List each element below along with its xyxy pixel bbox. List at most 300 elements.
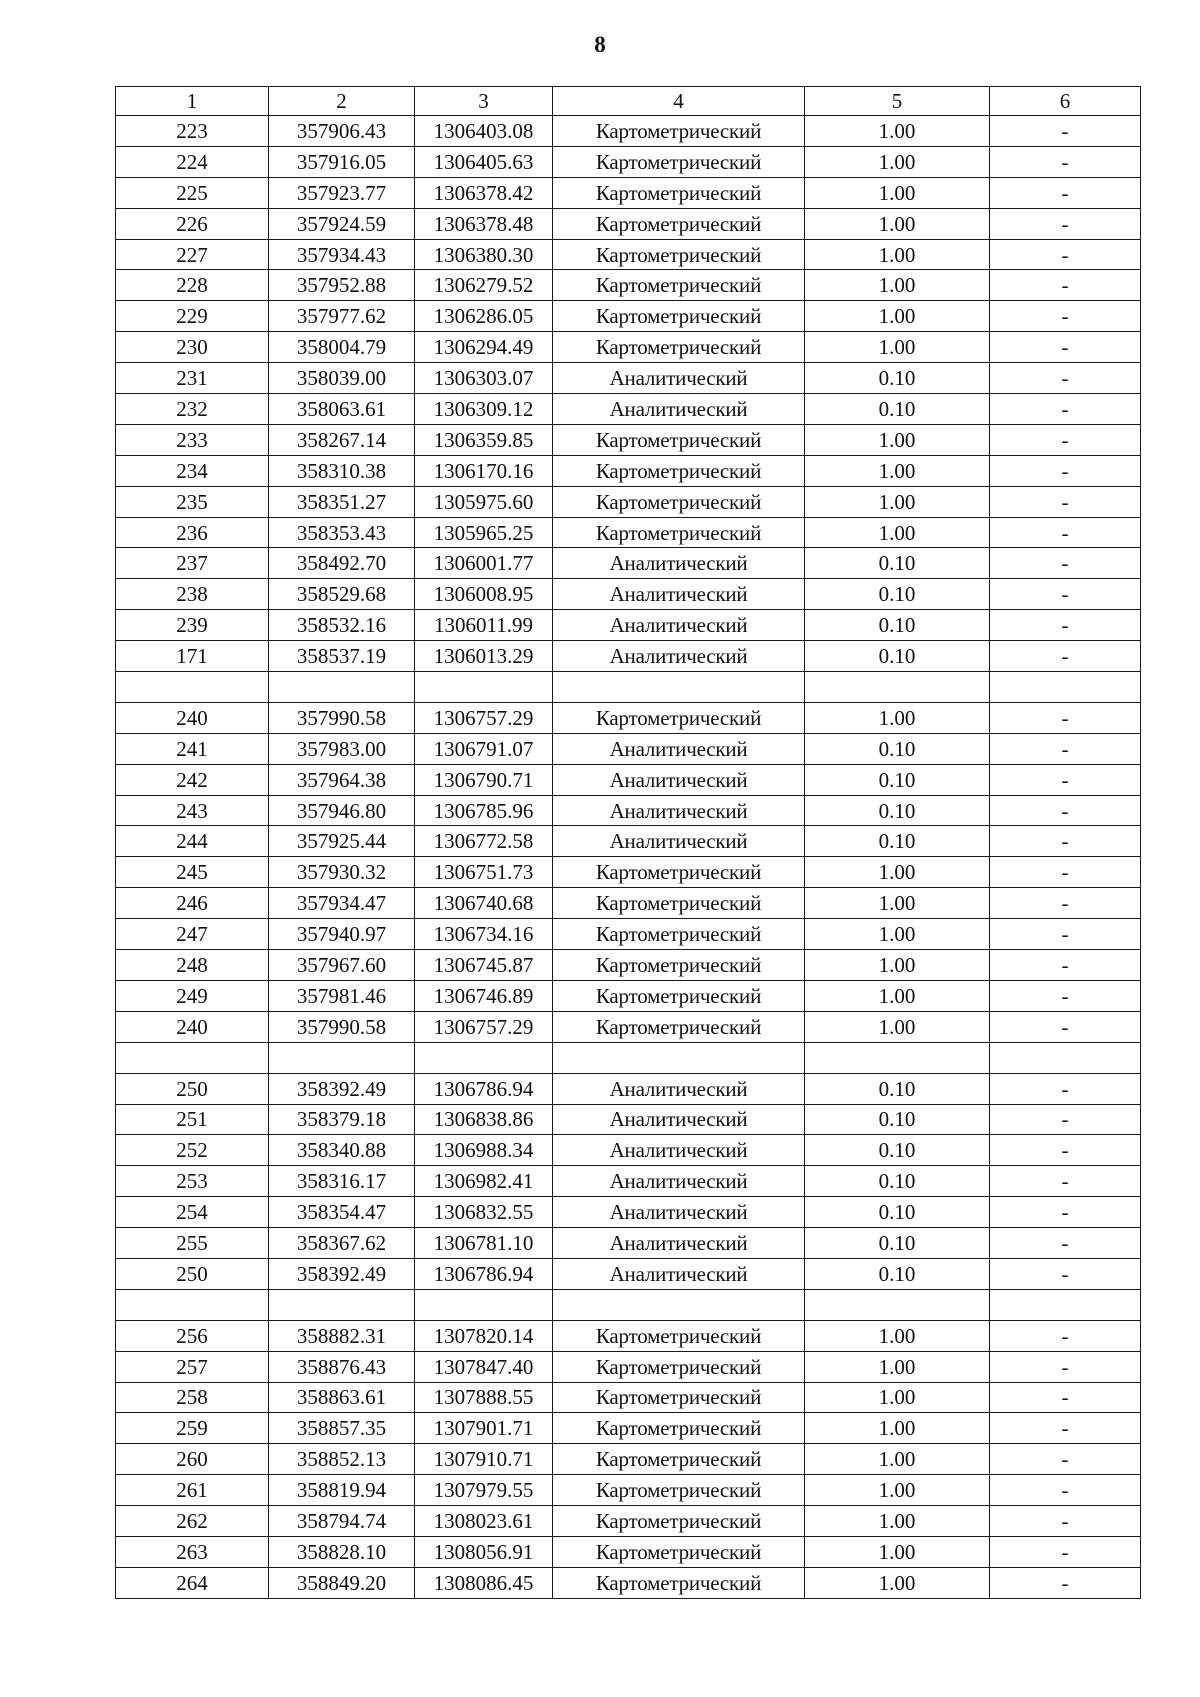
accuracy-cell: 0.10 (805, 1258, 990, 1289)
point-number-cell: 237 (116, 548, 269, 579)
method-cell: Картометрический (553, 888, 805, 919)
table-row (116, 177, 1141, 208)
method-cell: Картометрический (553, 116, 805, 147)
note-cell: - (990, 208, 1141, 239)
point-number-cell: 249 (116, 980, 269, 1011)
method-cell: Аналитический (553, 579, 805, 610)
y-coordinate-cell: 1306745.87 (415, 950, 553, 981)
note-cell: - (990, 1073, 1141, 1104)
table-row (116, 1197, 1141, 1228)
y-coordinate-cell: 1306772.58 (415, 826, 553, 857)
table-row (116, 1228, 1141, 1259)
y-coordinate-cell (415, 672, 553, 703)
table-row (116, 146, 1141, 177)
y-coordinate-cell: 1306378.48 (415, 208, 553, 239)
note-cell: - (990, 177, 1141, 208)
accuracy-cell: 1.00 (805, 857, 990, 888)
method-cell: Аналитический (553, 1073, 805, 1104)
note-cell: - (990, 1475, 1141, 1506)
table-row (116, 548, 1141, 579)
table-row (116, 208, 1141, 239)
note-cell: - (990, 1135, 1141, 1166)
table-row (116, 116, 1141, 147)
accuracy-cell: 1.00 (805, 919, 990, 950)
x-coordinate-cell: 358537.19 (269, 641, 415, 672)
note-cell: - (990, 1166, 1141, 1197)
note-cell: - (990, 301, 1141, 332)
table-row (116, 1011, 1141, 1042)
point-number-cell: 264 (116, 1567, 269, 1598)
point-number-cell: 234 (116, 455, 269, 486)
point-number-cell: 225 (116, 177, 269, 208)
x-coordinate-cell: 357930.32 (269, 857, 415, 888)
note-cell: - (990, 579, 1141, 610)
point-number-cell (116, 672, 269, 703)
y-coordinate-cell: 1306786.94 (415, 1258, 553, 1289)
method-cell: Картометрический (553, 1413, 805, 1444)
point-number-cell: 263 (116, 1536, 269, 1567)
y-coordinate-cell: 1305975.60 (415, 486, 553, 517)
method-cell (553, 1042, 805, 1073)
point-number-cell: 243 (116, 795, 269, 826)
y-coordinate-cell: 1305965.25 (415, 517, 553, 548)
table-row (116, 332, 1141, 363)
accuracy-cell: 1.00 (805, 424, 990, 455)
note-cell: - (990, 146, 1141, 177)
note-cell: - (990, 857, 1141, 888)
y-coordinate-cell: 1306011.99 (415, 610, 553, 641)
x-coordinate-cell: 358379.18 (269, 1104, 415, 1135)
point-number-cell: 171 (116, 641, 269, 672)
y-coordinate-cell: 1307820.14 (415, 1320, 553, 1351)
table-row (116, 857, 1141, 888)
point-number-cell: 240 (116, 702, 269, 733)
y-coordinate-cell: 1306378.42 (415, 177, 553, 208)
point-number-cell: 241 (116, 733, 269, 764)
y-coordinate-cell: 1308023.61 (415, 1506, 553, 1537)
x-coordinate-cell: 358863.61 (269, 1382, 415, 1413)
note-cell: - (990, 1228, 1141, 1259)
x-coordinate-cell: 358794.74 (269, 1506, 415, 1537)
note-cell: - (990, 733, 1141, 764)
table-row (116, 1320, 1141, 1351)
accuracy-cell: 1.00 (805, 1536, 990, 1567)
x-coordinate-cell: 357906.43 (269, 116, 415, 147)
point-number-cell: 223 (116, 116, 269, 147)
y-coordinate-cell: 1308056.91 (415, 1536, 553, 1567)
x-coordinate-cell: 357923.77 (269, 177, 415, 208)
accuracy-cell: 1.00 (805, 888, 990, 919)
note-cell: - (990, 332, 1141, 363)
point-number-cell: 236 (116, 517, 269, 548)
y-coordinate-cell: 1306746.89 (415, 980, 553, 1011)
table-row (116, 641, 1141, 672)
x-coordinate-cell: 357946.80 (269, 795, 415, 826)
note-cell (990, 1289, 1141, 1320)
y-coordinate-cell: 1306303.07 (415, 363, 553, 394)
note-cell: - (990, 1506, 1141, 1537)
point-number-cell: 228 (116, 270, 269, 301)
point-number-cell: 250 (116, 1258, 269, 1289)
table-row (116, 1135, 1141, 1166)
table-row (116, 1567, 1141, 1598)
note-cell: - (990, 950, 1141, 981)
table-row (116, 394, 1141, 425)
x-coordinate-cell (269, 672, 415, 703)
y-coordinate-cell: 1306982.41 (415, 1166, 553, 1197)
point-number-cell: 230 (116, 332, 269, 363)
point-number-cell: 250 (116, 1073, 269, 1104)
accuracy-cell: 1.00 (805, 1413, 990, 1444)
accuracy-cell: 0.10 (805, 610, 990, 641)
note-cell: - (990, 702, 1141, 733)
method-cell: Картометрический (553, 1567, 805, 1598)
y-coordinate-cell: 1306286.05 (415, 301, 553, 332)
x-coordinate-cell: 358849.20 (269, 1567, 415, 1598)
x-coordinate-cell: 358367.62 (269, 1228, 415, 1259)
table-row (116, 239, 1141, 270)
method-cell (553, 1289, 805, 1320)
y-coordinate-cell: 1306740.68 (415, 888, 553, 919)
y-coordinate-cell: 1306786.94 (415, 1073, 553, 1104)
x-coordinate-cell: 358353.43 (269, 517, 415, 548)
y-coordinate-cell (415, 1289, 553, 1320)
point-number-cell: 256 (116, 1320, 269, 1351)
method-cell: Картометрический (553, 270, 805, 301)
method-cell: Картометрический (553, 424, 805, 455)
method-cell (553, 672, 805, 703)
method-cell: Картометрический (553, 177, 805, 208)
note-cell: - (990, 1320, 1141, 1351)
accuracy-cell: 1.00 (805, 1444, 990, 1475)
note-cell: - (990, 1382, 1141, 1413)
header-cell: 3 (415, 87, 553, 116)
note-cell: - (990, 826, 1141, 857)
table-row (116, 1475, 1141, 1506)
point-number-cell: 252 (116, 1135, 269, 1166)
table-row (116, 1289, 1141, 1320)
accuracy-cell (805, 1289, 990, 1320)
y-coordinate-cell: 1306380.30 (415, 239, 553, 270)
table-row (116, 672, 1141, 703)
point-number-cell: 227 (116, 239, 269, 270)
note-cell: - (990, 239, 1141, 270)
table-row (116, 826, 1141, 857)
point-number-cell: 261 (116, 1475, 269, 1506)
y-coordinate-cell: 1307979.55 (415, 1475, 553, 1506)
x-coordinate-cell: 358004.79 (269, 332, 415, 363)
point-number-cell: 255 (116, 1228, 269, 1259)
accuracy-cell: 1.00 (805, 1011, 990, 1042)
accuracy-cell: 1.00 (805, 455, 990, 486)
y-coordinate-cell: 1306757.29 (415, 702, 553, 733)
point-number-cell: 254 (116, 1197, 269, 1228)
method-cell: Аналитический (553, 764, 805, 795)
point-number-cell: 244 (116, 826, 269, 857)
x-coordinate-cell: 358857.35 (269, 1413, 415, 1444)
method-cell: Картометрический (553, 980, 805, 1011)
method-cell: Аналитический (553, 1135, 805, 1166)
note-cell: - (990, 1567, 1141, 1598)
page-number: 8 (594, 32, 606, 57)
y-coordinate-cell: 1307910.71 (415, 1444, 553, 1475)
y-coordinate-cell: 1306403.08 (415, 116, 553, 147)
note-cell: - (990, 517, 1141, 548)
method-cell: Аналитический (553, 1197, 805, 1228)
point-number-cell: 257 (116, 1351, 269, 1382)
method-cell: Аналитический (553, 641, 805, 672)
note-cell: - (990, 1011, 1141, 1042)
method-cell: Картометрический (553, 702, 805, 733)
x-coordinate-cell: 358340.88 (269, 1135, 415, 1166)
accuracy-cell: 1.00 (805, 270, 990, 301)
accuracy-cell: 1.00 (805, 1506, 990, 1537)
point-number-cell: 242 (116, 764, 269, 795)
x-coordinate-cell: 358351.27 (269, 486, 415, 517)
method-cell: Картометрический (553, 1382, 805, 1413)
accuracy-cell: 1.00 (805, 1320, 990, 1351)
point-number-cell: 253 (116, 1166, 269, 1197)
point-number-cell: 251 (116, 1104, 269, 1135)
x-coordinate-cell: 357990.58 (269, 702, 415, 733)
note-cell: - (990, 116, 1141, 147)
y-coordinate-cell: 1307901.71 (415, 1413, 553, 1444)
method-cell: Аналитический (553, 826, 805, 857)
x-coordinate-cell: 357981.46 (269, 980, 415, 1011)
y-coordinate-cell: 1306785.96 (415, 795, 553, 826)
accuracy-cell: 1.00 (805, 239, 990, 270)
accuracy-cell: 1.00 (805, 1567, 990, 1598)
y-coordinate-cell: 1306832.55 (415, 1197, 553, 1228)
note-cell: - (990, 980, 1141, 1011)
point-number-cell: 245 (116, 857, 269, 888)
method-cell: Картометрический (553, 146, 805, 177)
y-coordinate-cell: 1307888.55 (415, 1382, 553, 1413)
table-row (116, 363, 1141, 394)
x-coordinate-cell: 358392.49 (269, 1258, 415, 1289)
point-number-cell: 235 (116, 486, 269, 517)
method-cell: Картометрический (553, 239, 805, 270)
note-cell (990, 672, 1141, 703)
y-coordinate-cell: 1306791.07 (415, 733, 553, 764)
method-cell: Аналитический (553, 548, 805, 579)
x-coordinate-cell: 357990.58 (269, 1011, 415, 1042)
table-row (116, 702, 1141, 733)
note-cell: - (990, 764, 1141, 795)
method-cell: Аналитический (553, 394, 805, 425)
y-coordinate-cell: 1306170.16 (415, 455, 553, 486)
header-cell: 2 (269, 87, 415, 116)
x-coordinate-cell: 358876.43 (269, 1351, 415, 1382)
y-coordinate-cell: 1308086.45 (415, 1567, 553, 1598)
note-cell: - (990, 1104, 1141, 1135)
x-coordinate-cell: 358354.47 (269, 1197, 415, 1228)
method-cell: Картометрический (553, 1475, 805, 1506)
x-coordinate-cell: 358532.16 (269, 610, 415, 641)
accuracy-cell: 0.10 (805, 1228, 990, 1259)
accuracy-cell: 1.00 (805, 177, 990, 208)
method-cell: Картометрический (553, 1506, 805, 1537)
table-row (116, 424, 1141, 455)
table-row (116, 1104, 1141, 1135)
x-coordinate-cell: 357983.00 (269, 733, 415, 764)
method-cell: Аналитический (553, 795, 805, 826)
accuracy-cell: 0.10 (805, 394, 990, 425)
table-body (116, 87, 1141, 1599)
point-number-cell: 238 (116, 579, 269, 610)
method-cell: Картометрический (553, 950, 805, 981)
accuracy-cell: 1.00 (805, 146, 990, 177)
note-cell: - (990, 455, 1141, 486)
x-coordinate-cell (269, 1289, 415, 1320)
method-cell: Аналитический (553, 1258, 805, 1289)
y-coordinate-cell: 1306734.16 (415, 919, 553, 950)
table-row (116, 795, 1141, 826)
header-cell: 5 (805, 87, 990, 116)
note-cell: - (990, 270, 1141, 301)
method-cell: Картометрический (553, 919, 805, 950)
y-coordinate-cell: 1306008.95 (415, 579, 553, 610)
note-cell: - (990, 641, 1141, 672)
y-coordinate-cell: 1306279.52 (415, 270, 553, 301)
method-cell: Аналитический (553, 733, 805, 764)
y-coordinate-cell: 1306359.85 (415, 424, 553, 455)
accuracy-cell: 1.00 (805, 950, 990, 981)
point-number-cell: 226 (116, 208, 269, 239)
x-coordinate-cell: 357967.60 (269, 950, 415, 981)
method-cell: Аналитический (553, 1104, 805, 1135)
accuracy-cell: 1.00 (805, 1475, 990, 1506)
accuracy-cell: 0.10 (805, 1073, 990, 1104)
method-cell: Картометрический (553, 208, 805, 239)
accuracy-cell: 1.00 (805, 208, 990, 239)
accuracy-cell: 0.10 (805, 1166, 990, 1197)
note-cell: - (990, 1258, 1141, 1289)
point-number-cell: 240 (116, 1011, 269, 1042)
table-row (116, 517, 1141, 548)
table-row (116, 1536, 1141, 1567)
accuracy-cell: 0.10 (805, 1135, 990, 1166)
table-header-row (116, 87, 1141, 116)
accuracy-cell: 0.10 (805, 826, 990, 857)
accuracy-cell: 0.10 (805, 1197, 990, 1228)
note-cell: - (990, 363, 1141, 394)
table-row (116, 270, 1141, 301)
note-cell (990, 1042, 1141, 1073)
y-coordinate-cell (415, 1042, 553, 1073)
table-row (116, 980, 1141, 1011)
table-row (116, 486, 1141, 517)
point-number-cell: 246 (116, 888, 269, 919)
x-coordinate-cell: 358267.14 (269, 424, 415, 455)
method-cell: Аналитический (553, 610, 805, 641)
y-coordinate-cell: 1306001.77 (415, 548, 553, 579)
table-row (116, 764, 1141, 795)
accuracy-cell: 1.00 (805, 486, 990, 517)
table-row (116, 455, 1141, 486)
method-cell: Картометрический (553, 1444, 805, 1475)
x-coordinate-cell: 358819.94 (269, 1475, 415, 1506)
x-coordinate-cell: 357952.88 (269, 270, 415, 301)
accuracy-cell: 1.00 (805, 517, 990, 548)
note-cell: - (990, 1536, 1141, 1567)
note-cell: - (990, 919, 1141, 950)
x-coordinate-cell: 357924.59 (269, 208, 415, 239)
x-coordinate-cell: 358852.13 (269, 1444, 415, 1475)
y-coordinate-cell: 1306757.29 (415, 1011, 553, 1042)
table-row (116, 1382, 1141, 1413)
table-row (116, 1351, 1141, 1382)
accuracy-cell: 0.10 (805, 733, 990, 764)
method-cell: Картометрический (553, 1351, 805, 1382)
x-coordinate-cell: 358310.38 (269, 455, 415, 486)
table-row (116, 733, 1141, 764)
accuracy-cell (805, 1042, 990, 1073)
note-cell: - (990, 486, 1141, 517)
note-cell: - (990, 394, 1141, 425)
point-number-cell (116, 1042, 269, 1073)
method-cell: Аналитический (553, 1228, 805, 1259)
note-cell: - (990, 1197, 1141, 1228)
accuracy-cell: 1.00 (805, 1351, 990, 1382)
table-row (116, 301, 1141, 332)
x-coordinate-cell: 357925.44 (269, 826, 415, 857)
y-coordinate-cell: 1306838.86 (415, 1104, 553, 1135)
point-number-cell: 232 (116, 394, 269, 425)
method-cell: Картометрический (553, 1536, 805, 1567)
x-coordinate-cell: 358882.31 (269, 1320, 415, 1351)
table-row (116, 1506, 1141, 1537)
x-coordinate-cell: 358492.70 (269, 548, 415, 579)
accuracy-cell: 0.10 (805, 764, 990, 795)
table-row (116, 610, 1141, 641)
method-cell: Картометрический (553, 486, 805, 517)
point-number-cell: 258 (116, 1382, 269, 1413)
table-row (116, 1166, 1141, 1197)
note-cell: - (990, 1444, 1141, 1475)
table-row (116, 950, 1141, 981)
table-row (116, 1073, 1141, 1104)
note-cell: - (990, 548, 1141, 579)
accuracy-cell: 1.00 (805, 332, 990, 363)
accuracy-cell: 0.10 (805, 1104, 990, 1135)
table-row (116, 1444, 1141, 1475)
accuracy-cell: 1.00 (805, 301, 990, 332)
point-number-cell: 248 (116, 950, 269, 981)
point-number-cell: 233 (116, 424, 269, 455)
point-number-cell: 229 (116, 301, 269, 332)
point-number-cell: 231 (116, 363, 269, 394)
method-cell: Картометрический (553, 1320, 805, 1351)
note-cell: - (990, 424, 1141, 455)
point-number-cell: 247 (116, 919, 269, 950)
y-coordinate-cell: 1307847.40 (415, 1351, 553, 1382)
accuracy-cell: 1.00 (805, 1382, 990, 1413)
y-coordinate-cell: 1306781.10 (415, 1228, 553, 1259)
note-cell: - (990, 1351, 1141, 1382)
y-coordinate-cell: 1306790.71 (415, 764, 553, 795)
table-row (116, 579, 1141, 610)
table-row (116, 1413, 1141, 1444)
point-number-cell: 262 (116, 1506, 269, 1537)
method-cell: Картометрический (553, 455, 805, 486)
point-number-cell: 260 (116, 1444, 269, 1475)
x-coordinate-cell: 358828.10 (269, 1536, 415, 1567)
accuracy-cell: 0.10 (805, 363, 990, 394)
x-coordinate-cell: 358039.00 (269, 363, 415, 394)
y-coordinate-cell: 1306405.63 (415, 146, 553, 177)
accuracy-cell: 0.10 (805, 795, 990, 826)
